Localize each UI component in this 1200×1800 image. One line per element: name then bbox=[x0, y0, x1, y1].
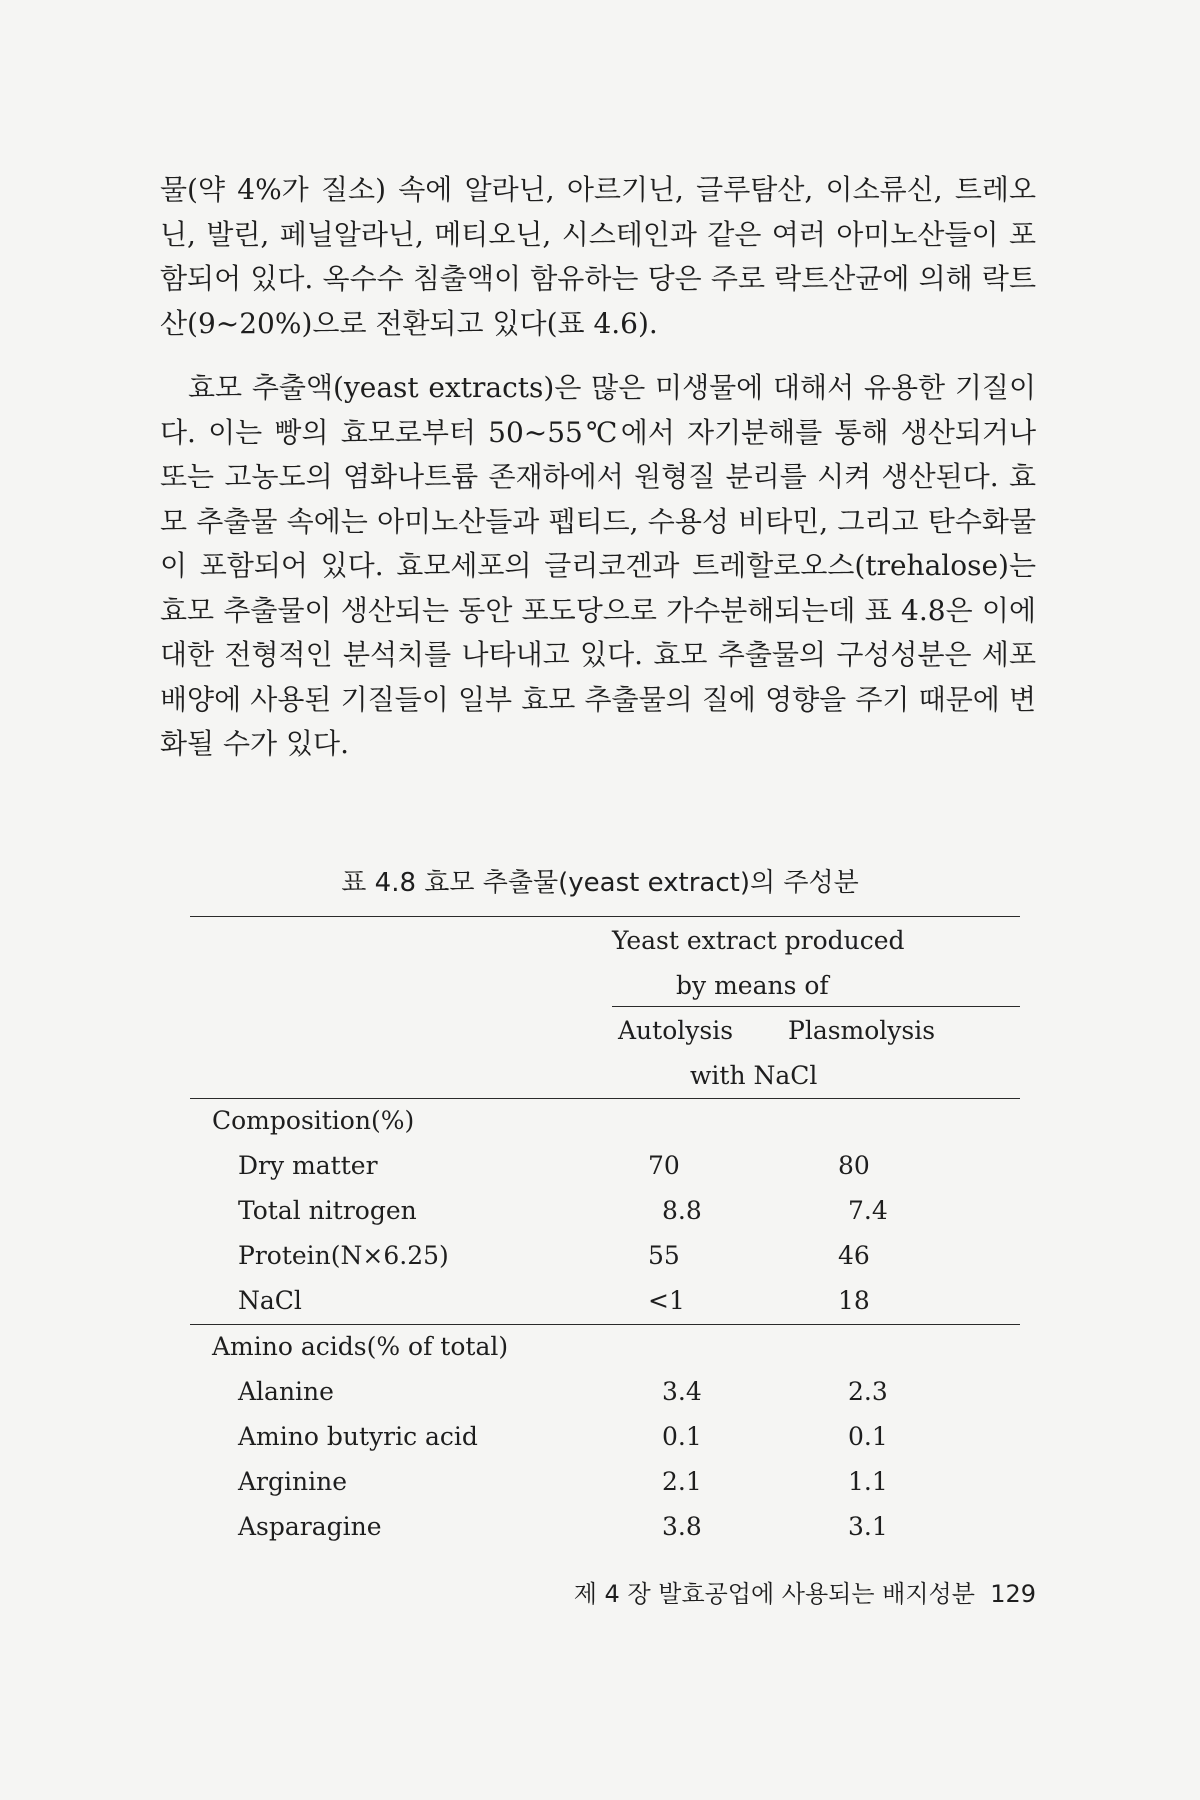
column-group-header-line1: Yeast extract produced bbox=[612, 926, 905, 955]
row-value-autolysis: <1 bbox=[648, 1286, 685, 1315]
column-header-autolysis-line2: with NaCl bbox=[690, 1061, 818, 1090]
row-value-autolysis: 8.8 bbox=[662, 1196, 702, 1225]
column-header-plasmolysis: Plasmolysis bbox=[788, 1016, 936, 1045]
body-paragraph-1: 물(약 4%가 질소) 속에 알라닌, 아르기닌, 글루탐산, 이소류신, 트레오닌, 발린, 페닐알라닌, 메티오닌, 시스테인과 같은 여러 아미노산들이 포함되어 있다. 옥수수 침출액이 함유하는 당은 주로 락트산균에 의해 락트산(9~20%)으로 전환되고 있다(표 4.6). bbox=[160, 173, 1036, 340]
page-number: 129 bbox=[990, 1580, 1036, 1608]
section-title-amino-acids: Amino acids(% of total) bbox=[212, 1332, 509, 1361]
row-value-autolysis: 70 bbox=[648, 1151, 680, 1180]
table-caption: 표 4.8 효모 추출물(yeast extract)의 주성분 bbox=[341, 868, 859, 898]
row-value-plasmolysis: 1.1 bbox=[848, 1467, 888, 1496]
row-label: Alanine bbox=[238, 1377, 334, 1406]
row-value-autolysis: 3.4 bbox=[662, 1377, 702, 1406]
row-label: Arginine bbox=[238, 1467, 347, 1496]
row-value-autolysis: 2.1 bbox=[662, 1467, 702, 1496]
chapter-title: 제 4 장 발효공업에 사용되는 배지성분 bbox=[573, 1580, 975, 1608]
row-value-plasmolysis: 3.1 bbox=[848, 1512, 888, 1541]
row-label: NaCl bbox=[238, 1286, 302, 1315]
row-label: Dry matter bbox=[238, 1151, 378, 1180]
row-label: Amino butyric acid bbox=[238, 1422, 478, 1451]
table-top-rule bbox=[190, 916, 1020, 917]
section-title-composition: Composition(%) bbox=[212, 1106, 415, 1135]
row-label: Asparagine bbox=[238, 1512, 382, 1541]
row-label: Protein(N×6.25) bbox=[238, 1241, 449, 1270]
row-value-plasmolysis: 7.4 bbox=[848, 1196, 888, 1225]
section-divider-rule bbox=[190, 1324, 1020, 1325]
row-value-autolysis: 3.8 bbox=[662, 1512, 702, 1541]
row-value-autolysis: 55 bbox=[648, 1241, 680, 1270]
column-header-autolysis: Autolysis bbox=[618, 1016, 734, 1045]
row-label: Total nitrogen bbox=[238, 1196, 417, 1225]
row-value-plasmolysis: 18 bbox=[838, 1286, 870, 1315]
header-bottom-rule bbox=[190, 1098, 1020, 1099]
column-group-rule bbox=[612, 1006, 1020, 1007]
row-value-autolysis: 0.1 bbox=[662, 1422, 702, 1451]
row-value-plasmolysis: 46 bbox=[838, 1241, 870, 1270]
column-group-header-line2: by means of bbox=[676, 971, 829, 1000]
body-paragraph-2: 효모 추출액(yeast extracts)은 많은 미생물에 대해서 유용한 기질이다. 이는 빵의 효모로부터 50~55℃에서 자기분해를 통해 생산되거나 또는 고농도의 염화나트륨 존재하에서 원형질 분리를 시켜 생산된다. 효모 추출물 속에는 아미노산들과 펩티드, 수용성 비타민, 그리고 탄수화물이 포함되어 있다. 효모세포의 글리코겐과 트레할로오스(trehalose)는 효모 추출물이 생산되는 동안 포도당으로 가수분해되는데 표 4.8은 이에 대한 전형적인 분석치를 나타내고 있다. 효모 추출물의 구성성분은 세포배양에 사용된 기질들이 일부 효모 추출물의 질에 영향을 주기 때문에 변화될 수가 있다. bbox=[160, 371, 1036, 760]
row-value-plasmolysis: 2.3 bbox=[848, 1377, 888, 1406]
page-footer bbox=[160, 1574, 1036, 1609]
row-value-plasmolysis: 0.1 bbox=[848, 1422, 888, 1451]
row-value-plasmolysis: 80 bbox=[838, 1151, 870, 1180]
